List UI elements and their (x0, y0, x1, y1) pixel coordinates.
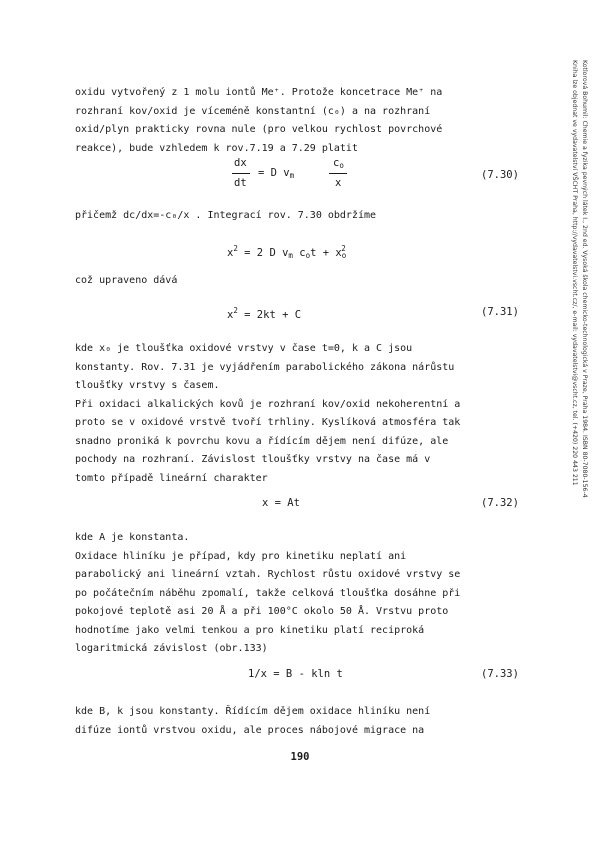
equation-number-7-33: (7.33) (481, 668, 519, 680)
text-line: což upraveno dává (75, 275, 178, 286)
text-line-upraveno (75, 272, 537, 291)
paragraph-3 (75, 529, 537, 659)
text-line-prikemz (75, 207, 537, 226)
text-line: rozhraní kov/oxid je víceméně konstantní (c₀) a na rozhraní (75, 105, 431, 117)
side-citation (563, 60, 589, 620)
eq730-lhs-numerator: dx (234, 157, 247, 169)
text-line: kde B, k jsou konstanty. Řídícím dějem oxidace hliníku není (75, 706, 431, 717)
text-line: Oxidace hliníku je případ, kdy pro kinetiku neplatí ani (75, 550, 407, 562)
side-citation-line-1: Kotlorová Bohumil: Chemie a fyzika pevných látek I., 2nd ed. Vysoká škola chemicko-technologická v Praze, Praha 1984. ISBN 80-7080-156-4 (581, 60, 588, 498)
text-line: pokojové teplotě asi 20 Å a při 100°C okolo 50 Å. Vrstvu proto (75, 606, 449, 617)
paragraph-4 (75, 703, 537, 740)
equation-integral: $x^2 = 2$ D $v_m$ $c_ot + x_o^2$ (227, 244, 347, 260)
text-line: oxid/plyn prakticky rovna nule (pro velkou rychlost povrchové (75, 124, 443, 135)
text-line: logaritmická závislost (obr.133) (75, 643, 268, 654)
text-line: kde A je konstanta. (75, 532, 190, 543)
text-line: reakce), bude vzhledem k rov.7.19 a 7.29 platit (75, 142, 358, 154)
text-line: pochody na rozhraní. Závislost tloušťky vrstvy na čase má v (75, 454, 431, 465)
equation-7-30 (232, 157, 432, 193)
equation-number-7-32: (7.32) (481, 497, 519, 509)
eq730-rhs-numerator: $c_o$ (333, 157, 344, 170)
text-line: snadno proniká k povrchu kovu a řídícím dějem není difúze, ale (75, 435, 449, 447)
eq730-rhs-denominator: x (335, 177, 342, 189)
text-line: proto se v oxidové vrstvě tvoří trhliny. Kyslíková atmosféra tak (75, 417, 461, 428)
equation-7-33: 1/x = B - kln t (248, 668, 343, 680)
eq730-middle: = D $v_m$ (258, 167, 295, 180)
equation-7-31: $x^2 = 2kt + C$ (227, 306, 302, 321)
text-line: konstanty. Rov. 7.31 je vyjádřením parabolického zákona nárůstu (75, 361, 455, 373)
text-line: přičemž dc/dx=-c₀/x . Integrací rov. 7.30 obdržíme (75, 210, 377, 221)
text-line: po počátečním náběhu zpomalí, takže celková tloušťka dosáhne při (75, 587, 461, 599)
text-line: tloušťky vrstvy s časem. (75, 380, 220, 391)
text-line: kde x₀ je tloušťka oxidové vrstvy v čase t=0, k a C jsou (75, 343, 413, 354)
equation-7-32: x = At (262, 497, 300, 509)
fraction-bar (329, 173, 347, 174)
paragraph-2 (75, 340, 537, 488)
equation-number-7-31: (7.31) (481, 306, 519, 318)
text-line: tomto případě lineární charakter (75, 472, 268, 484)
paragraph-1 (75, 84, 537, 158)
text-line: hodnotíme jako velmi tenkou a pro kinetiku platí reciproká (75, 624, 425, 636)
text-line: oxidu vytvořený z 1 molu iontů Me⁺. Protože koncetrace Me⁺ na (75, 87, 443, 98)
side-citation-line-2: Kniha lze objednat ve vydavatelství VŠCHT Praha, http://vydavatelstvi.vscht.cz/, e-mail: vydavatelstvi@vscht.cz, tel. (+420) 220 443 211 (571, 60, 579, 486)
text-line: difúze iontů vrstvou oxidu, ale proces nábojové migrace na (75, 724, 425, 736)
text-line: parabolický ani lineární vztah. Rychlost růstu oxidové vrstvy se (75, 569, 461, 580)
fraction-bar (232, 173, 250, 174)
text-line: Při oxidaci alkalických kovů je rozhraní kov/oxid nekoherentní a (75, 398, 461, 410)
page-number: 190 (290, 751, 310, 763)
eq730-lhs-denominator: dt (234, 177, 247, 189)
equation-number-7-30: (7.30) (481, 169, 519, 181)
